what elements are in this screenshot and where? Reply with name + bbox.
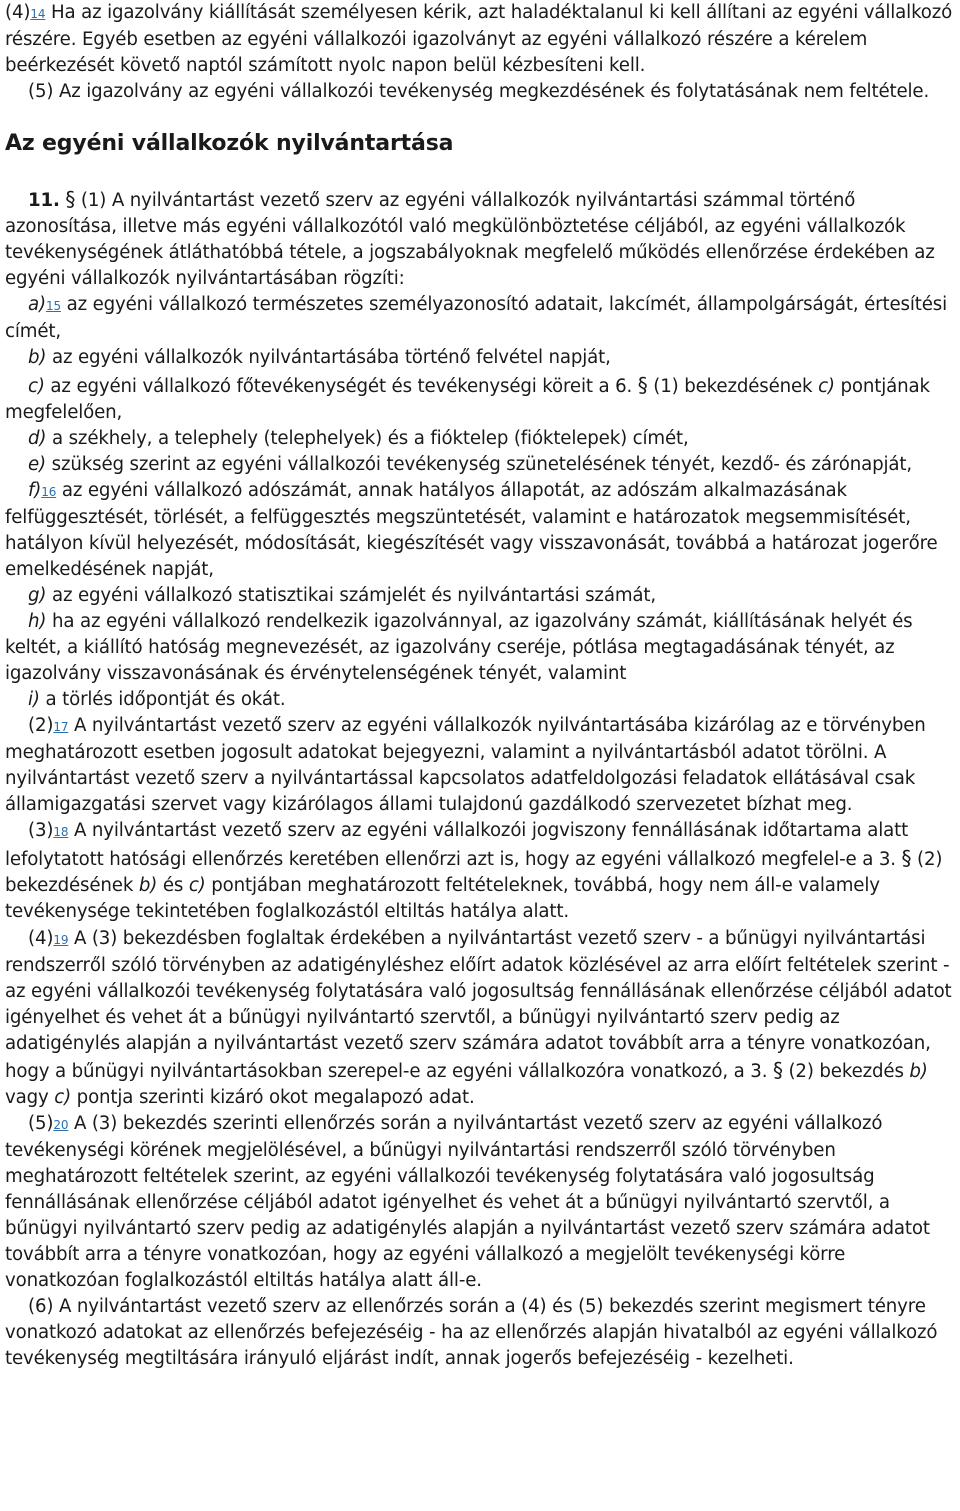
paragraph-text: pontjában meghatározott feltételeknek, továbbá, hogy nem áll-e valamely tevékenysége tekintetében foglalkozástól eltiltás hatálya alatt. [5,875,880,923]
point-letter: e) [28,453,46,475]
point-a [5,292,955,345]
point-e [5,452,955,478]
point-letter: f) [28,479,42,501]
paragraph-number: (3) [28,820,54,842]
section-11-paragraph-1 [5,186,955,292]
point-letter: d) [28,427,47,449]
point-text: ha az egyéni vállalkozó rendelkezik igazolvánnyal, az igazolvány számát, kiállításának helyét és keltét, a kiállító hatóság megnevezését, az igazolvány cseréje, pótlása megtagadásának tényét, az igazolvány visszavonásának és érvénytelenségének tényét, valamint [5,610,913,685]
point-reference: c) [54,1086,72,1108]
point-text: a székhely, a telephely (telephelyek) és a fióktelep (fióktelepek) címét, [46,427,689,449]
point-f [5,478,955,583]
point-text: az egyéni vállalkozó főtevékenységét és tevékenységi köreit a 6. [44,375,638,397]
section-sign: § [65,187,76,212]
point-letter: g) [28,584,47,606]
point-reference: c) [188,875,206,897]
point-text: az egyéni vállalkozó természetes személyazonosító adatait, lakcímét, állampolgárságát, értesítési címét, [5,294,947,343]
point-i [5,687,955,713]
paragraph-text: vagy [5,1086,55,1108]
section-sign: § [901,846,912,871]
paragraph-text: A (3) bekezdésben foglaltak érdekében a nyilvántartást vezető szerv - a bűnügyi nyilvántartási rendszerről szóló törvényben az adatigényléshez előírt adatok közlésével az arra előírt feltételek szerint - az egyéni vállalkozói tevékenység folytatására való jogosultság fennállásának ellenőrzése céljából adatot igényelhet és vehet át a bűnügyi nyilvántartó szervtől, a bűnügyi nyilvántartó szerv pedig az adatigénylés alapján a nyilvántartást vezető szerv számára adatot továbbít arra a tényre vonatkozóan, hogy a bűnügyi nyilvántartásokban szerepel-e az egyéni vállalkozóra vonatkozó, a 3. [5,927,952,1082]
section-11-paragraph-4 [5,926,955,1111]
footnote-link-19[interactable]: 19 [53,932,69,947]
footnote-link-17[interactable]: 17 [53,720,69,735]
section-11-paragraph-6: (6) A nyilvántartást vezető szerv az ellenőrzés során a (4) és (5) bekezdés szerint megismert tényre vonatkozó adatokat az ellenőrzés befejezéséig - ha az ellenőrzés alapján hivatalból az egyéni vállalkozó tevékenység megtiltására irányuló eljárást indít, annak jogerős befejezéséig - kezelheti. [5,1296,938,1370]
section-heading: Az egyéni vállalkozók nyilvántartása [5,131,454,157]
point-reference: b) [138,875,158,897]
point-letter: b) [28,347,47,369]
section-sign: § [772,1057,783,1082]
point-text: az egyéni vállalkozók nyilvántartásába történő felvétel napját, [46,347,611,369]
point-text: szükség szerint az egyéni vállalkozói tevékenység szünetelésének tényét, kezdő- és zárónapját, [46,453,912,475]
paragraph-text: pontja szerinti kizáró okot megalapozó adat. [71,1086,475,1108]
point-h [5,609,955,687]
point-letter: a) [28,294,46,316]
section-11-paragraph-5 [5,1111,955,1294]
paragraph-text: és [157,875,189,897]
paragraph-number: (4) [5,2,31,23]
paragraph-number: (5) [28,1112,54,1134]
point-b [5,345,955,371]
point-text: az egyéni vállalkozó statisztikai számjelét és nyilvántartási számát, [46,584,657,606]
point-reference: c) [818,375,835,397]
point-letter: c) [28,375,45,397]
footnote-link-20[interactable]: 20 [53,1117,69,1132]
paragraph-number: (2) [28,715,54,737]
paragraph-text: A (3) bekezdés szerinti ellenőrzés során a nyilvántartást vezető szerv az egyéni vállalkozó tevékenységi körének megjelölésével, a bűnügyi nyilvántartási rendszerről szóló törvényben meghatározott feltételek szerint, az egyéni vállalkozói tevékenység folytatására való jogosultság fennállásának ellenőrzése céljából adatot igényelhet és vehet át a bűnügyi nyilvántartó szervtől, a bűnügyi nyilvántartó szerv pedig az adatigénylés alapján a nyilvántartást vezető szerv számára adatot továbbít arra a tényre vonatkozóan, hogy az egyéni vállalkozó a megjelölt tevékenységi körre vonatkozóan foglalkozástól eltiltás hatálya alatt áll-e. [5,1112,930,1292]
point-d [5,426,955,452]
point-g [5,583,955,609]
footnote-link-16[interactable]: 16 [41,484,57,499]
point-text: (1) bekezdésének [647,375,819,397]
paragraph-text: (2) bekezdésének [5,849,943,897]
section-number: 11. [28,190,60,212]
paragraph-text: A nyilvántartást vezető szerv az egyéni vállalkozói jogviszony fennállásának időtartama alatt lefolytatott hatósági ellenőrzés keretében ellenőrzi azt is, hogy az egyéni vállalkozó megfelel-e a 3. [5,820,909,871]
point-text: pontjának megfelelően, [5,375,930,423]
section-11-paragraph-2 [5,713,955,818]
footnote-link-18[interactable]: 18 [53,825,69,840]
paragraph-text: (2) bekezdés [782,1060,910,1082]
point-text: a törlés időpontját és okát. [39,689,286,711]
paragraph-4-igazolvany [5,0,955,79]
section-11-paragraph-3 [5,818,955,925]
paragraph-text: A nyilvántartást vezető szerv az egyéni vállalkozók nyilvántartásába kizárólag az e törvényben meghatározott esetben jogosult adatokat bejegyezni, valamint a nyilvántartásból adatot törölni. A nyilvántartást vezető szerv a nyilvántartással kapcsolatos adatfeldolgozási feladatok ellátásával csak államigazgatási szervet vagy kizárólagos állami tulajdonú gazdálkodó szervezetet bízhat meg. [5,715,926,816]
section-sign: § [637,372,648,397]
point-reference: b) [909,1060,928,1082]
paragraph-text: Ha az igazolvány kiállítását személyesen kérik, azt haladéktalanul ki kell állítani az egyéni vállalkozó részére. Egyéb esetben az egyéni vállalkozói igazolványt az egyéni vállalkozó részére a kérelem beérkezését követő naptól számított nyolc napon belül kézbesíteni kell. [5,2,953,77]
footnote-link-15[interactable]: 15 [45,299,61,314]
point-letter: h) [28,610,47,632]
paragraph-number: (4) [28,927,54,949]
footnote-link-14[interactable]: 14 [30,7,46,21]
point-c [5,372,955,426]
paragraph-5-igazolvany: (5) Az igazolvány az egyéni vállalkozói tevékenység megkezdésének és folytatásának nem feltétele. [28,81,930,103]
paragraph-text: (1) A nyilvántartást vezető szerv az egyéni vállalkozók nyilvántartási számmal történő azonosítása, illetve más egyéni vállalkozótól való megkülönböztetése céljából, az egyéni vállalkozók tevékenységének átláthatóbbá tétele, a jogszabályoknak megfelelő működés ellenőrzése érdekében az egyéni vállalkozók nyilvántartásában rögzíti: [5,190,935,290]
point-letter: i) [28,689,40,711]
point-text: az egyéni vállalkozó adószámát, annak hatályos állapotát, az adószám alkalmazásának felfüggesztését, törlését, a felfüggesztés megszüntetését, valamint e határozatok megsemmisítését, hatályon kívül helyezését, módosítását, kiegészítését vagy visszavonását, továbbá a határozat jogerőre emelkedésének napját, [5,479,938,580]
